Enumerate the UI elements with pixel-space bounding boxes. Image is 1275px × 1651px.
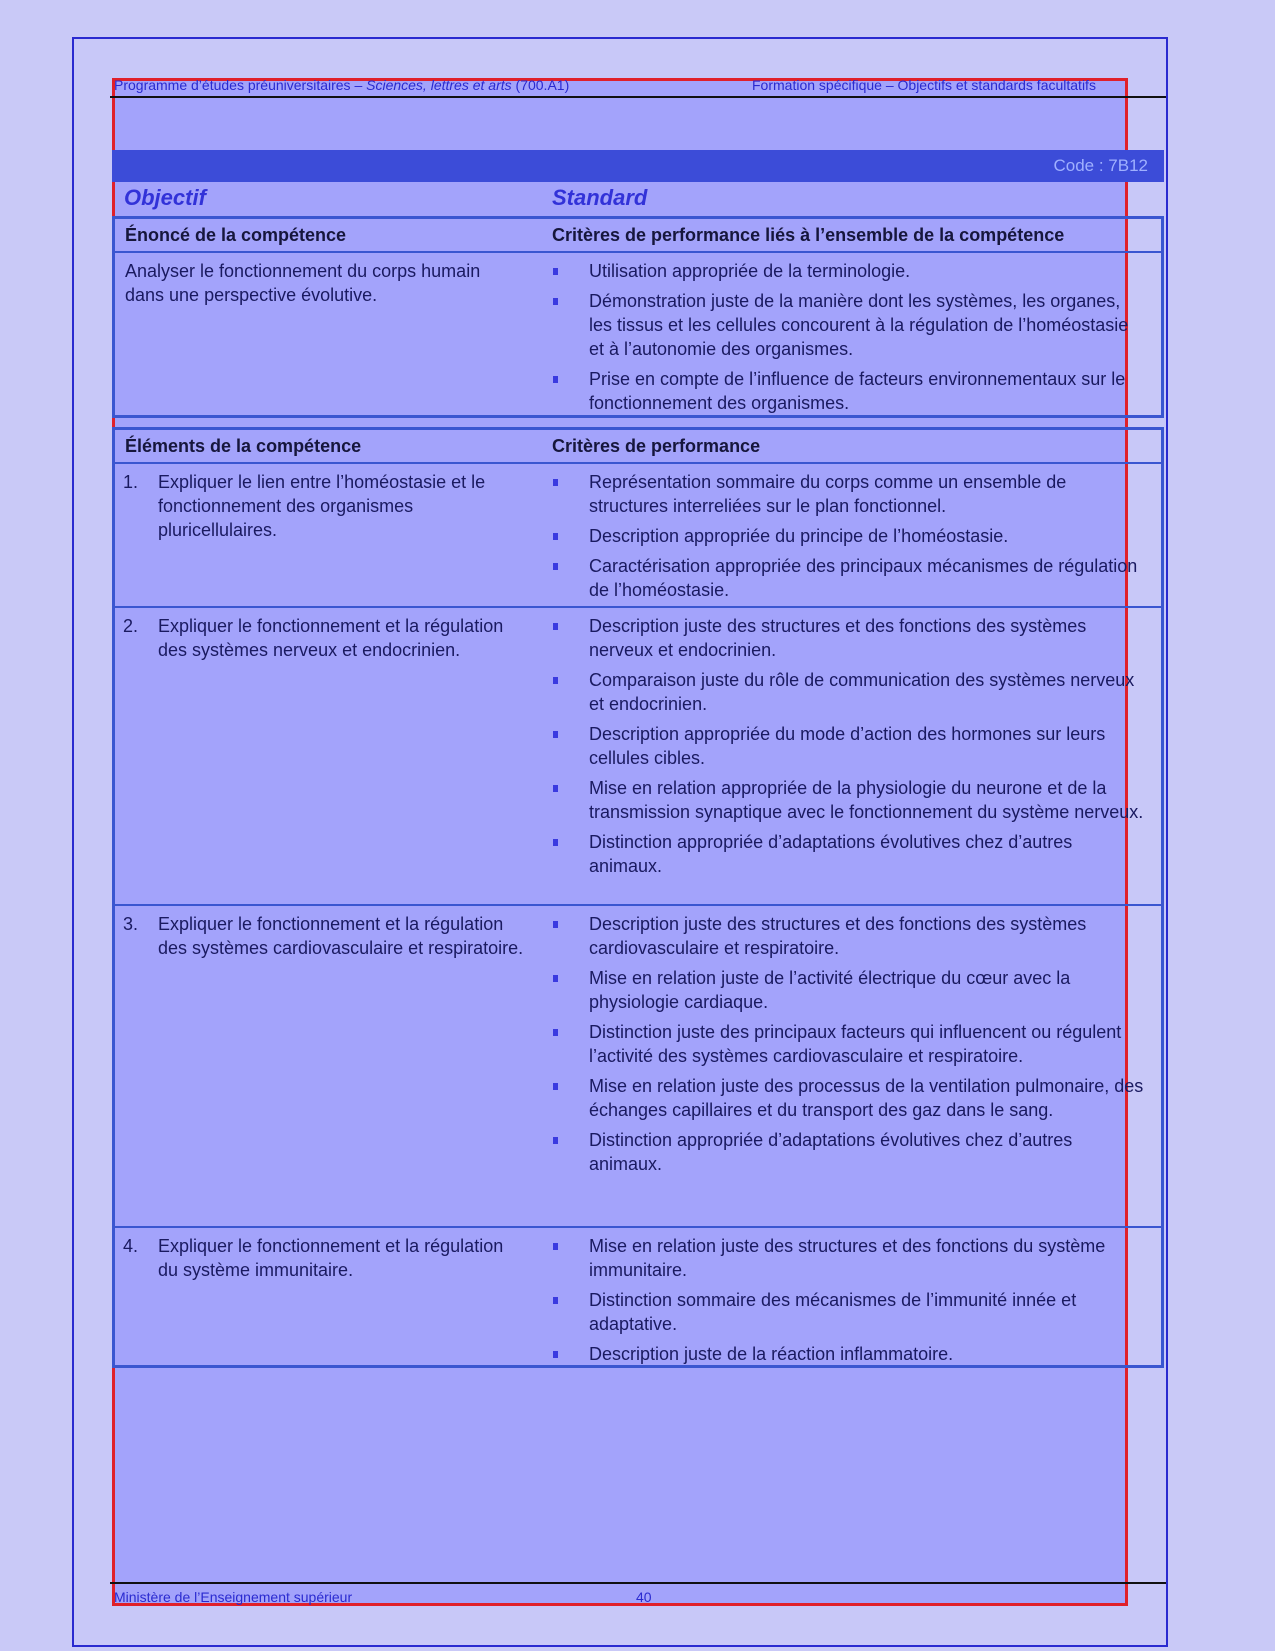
criterion-item <box>552 524 1147 548</box>
element-text: Expliquer le lien entre l’homéostasie et le fonctionnement des organismes pluricellulaires. <box>158 472 486 540</box>
criterion-item <box>552 722 1147 770</box>
running-header-right: Formation spécifique – Objectifs et standards facultatifs <box>752 77 1096 93</box>
elements-table <box>112 427 1164 1368</box>
criterion-item <box>552 1020 1147 1068</box>
criterion-text: Caractérisation appropriée des principaux mécanismes de régulation de l’homéostasie. <box>589 556 1138 600</box>
criterion-text: Description juste des structures et des fonctions des systèmes cardiovasculaire et respiratoire. <box>589 914 1087 958</box>
element-number: 4. <box>123 1236 139 1256</box>
bullet-icon <box>553 677 558 684</box>
criterion-item <box>552 966 1147 1014</box>
element-criteria <box>552 1234 1147 1372</box>
criterion-item <box>552 776 1147 824</box>
element-text: Expliquer le fonctionnement et la régulation des systèmes cardiovasculaire et respiratoire. <box>158 914 524 958</box>
criterion-item <box>552 367 1147 415</box>
header-rule <box>110 96 1166 98</box>
criterion-text: Mise en relation juste des structures et des fonctions du système immunitaire. <box>589 1236 1106 1280</box>
bullet-icon <box>553 731 558 738</box>
bullet-icon <box>553 1083 558 1090</box>
bullet-icon <box>553 1029 558 1036</box>
element-row-3 <box>115 906 1161 1228</box>
global-criteria-heading: Critères de performance liés à l’ensemble de la compétence <box>552 225 1065 245</box>
criterion-item <box>552 830 1147 878</box>
criterion-text: Description juste des structures et des fonctions des systèmes nerveux et endocrinien. <box>589 616 1087 660</box>
bullet-icon <box>553 298 558 305</box>
element-cell <box>125 614 525 662</box>
competence-heading: Énoncé de la compétence <box>125 225 347 245</box>
criterion-text: Représentation sommaire du corps comme un ensemble de structures interreliées sur le plan fonctionnel. <box>589 472 1067 516</box>
criterion-item <box>552 259 1147 283</box>
criterion-text: Description appropriée du mode d’action des hormones sur leurs cellules cibles. <box>589 724 1106 768</box>
bullet-icon <box>553 839 558 846</box>
element-criteria <box>552 614 1147 884</box>
element-row-1 <box>115 464 1161 608</box>
bullet-icon <box>553 268 558 275</box>
criterion-text: Mise en relation juste de l’activité électrique du cœur avec la physiologie cardiaque. <box>589 968 1071 1012</box>
bullet-icon <box>553 623 558 630</box>
footer-ministry: Ministère de l’Enseignement supérieur <box>114 1589 353 1605</box>
criterion-text: Description appropriée du principe de l’homéostasie. <box>589 526 1009 546</box>
competence-table <box>112 216 1164 418</box>
page-number: 40 <box>636 1589 652 1605</box>
criterion-item <box>552 668 1147 716</box>
criterion-item <box>552 1234 1147 1282</box>
bullet-icon <box>553 1351 558 1358</box>
element-number: 1. <box>123 472 139 492</box>
elements-heading: Éléments de la compétence <box>125 436 362 456</box>
performance-criteria-heading: Critères de performance <box>552 436 761 456</box>
footer-rule <box>110 1582 1166 1584</box>
elements-table-head <box>115 430 1161 464</box>
criterion-text: Distinction appropriée d’adaptations évolutives chez d’autres animaux. <box>589 832 1073 876</box>
criterion-item <box>552 470 1147 518</box>
competence-statement: Analyser le fonctionnement du corps humain dans une perspective évolutive. <box>125 261 481 305</box>
element-row-4 <box>115 1228 1161 1368</box>
element-criteria <box>552 912 1147 1182</box>
element-cell <box>125 912 525 960</box>
bullet-icon <box>553 1297 558 1304</box>
bullet-icon <box>553 1137 558 1144</box>
criterion-item <box>552 912 1147 960</box>
criterion-text: Distinction sommaire des mécanismes de l’immunité innée et adaptative. <box>589 1290 1077 1334</box>
element-row-2 <box>115 608 1161 906</box>
element-number: 2. <box>123 616 139 636</box>
header-program-code: (700.A1) <box>511 77 570 93</box>
competence-table-head <box>115 219 1161 253</box>
objectif-heading: Objectif <box>124 185 206 210</box>
header-program-italic: Sciences, lettres et arts <box>366 77 512 93</box>
criterion-text: Distinction appropriée d’adaptations évolutives chez d’autres animaux. <box>589 1130 1073 1174</box>
running-header-left <box>114 77 569 93</box>
bullet-icon <box>553 785 558 792</box>
criterion-text: Description juste de la réaction inflammatoire. <box>589 1344 954 1364</box>
bullet-icon <box>553 533 558 540</box>
global-criteria-list <box>552 259 1147 421</box>
code-bar <box>112 150 1164 182</box>
element-number: 3. <box>123 914 139 934</box>
element-cell <box>125 470 525 542</box>
standard-heading: Standard <box>552 185 648 210</box>
element-cell <box>125 1234 525 1282</box>
criterion-item <box>552 1128 1147 1176</box>
criterion-text: Mise en relation appropriée de la physiologie du neurone et de la transmission synaptique avec le fonctionnement du système nerveux. <box>589 778 1144 822</box>
criterion-item <box>552 289 1147 361</box>
header-program: Programme d’études préuniversitaires – <box>114 77 367 93</box>
criterion-text: Prise en compte de l’influence de facteurs environnementaux sur le fonctionnement des organismes. <box>589 369 1126 413</box>
criterion-text: Mise en relation juste des processus de la ventilation pulmonaire, des échanges capillaires et du transport des gaz dans le sang. <box>589 1076 1144 1120</box>
element-text: Expliquer le fonctionnement et la régulation du système immunitaire. <box>158 1236 504 1280</box>
code-label: Code : 7B12 <box>1053 156 1148 175</box>
bullet-icon <box>553 1243 558 1250</box>
criterion-text: Utilisation appropriée de la terminologie. <box>589 261 911 281</box>
criterion-item <box>552 1288 1147 1336</box>
criterion-item <box>552 1342 1147 1366</box>
element-criteria <box>552 470 1147 608</box>
bullet-icon <box>553 479 558 486</box>
criterion-text: Comparaison juste du rôle de communication des systèmes nerveux et endocrinien. <box>589 670 1135 714</box>
criterion-item <box>552 554 1147 602</box>
criterion-item <box>552 614 1147 662</box>
criterion-text: Distinction juste des principaux facteurs qui influencent ou régulent l’activité des systèmes cardiovasculaire et respiratoire. <box>589 1022 1122 1066</box>
bullet-icon <box>553 563 558 570</box>
criterion-text: Démonstration juste de la manière dont les systèmes, les organes, les tissus et les cellules concourent à la régulation de l’homéostasie et à l’autonomie des organismes. <box>589 291 1129 359</box>
bullet-icon <box>553 921 558 928</box>
element-text: Expliquer le fonctionnement et la régulation des systèmes nerveux et endocrinien. <box>158 616 504 660</box>
criterion-item <box>552 1074 1147 1122</box>
bullet-icon <box>553 975 558 982</box>
bullet-icon <box>553 376 558 383</box>
competence-row <box>115 253 1161 417</box>
